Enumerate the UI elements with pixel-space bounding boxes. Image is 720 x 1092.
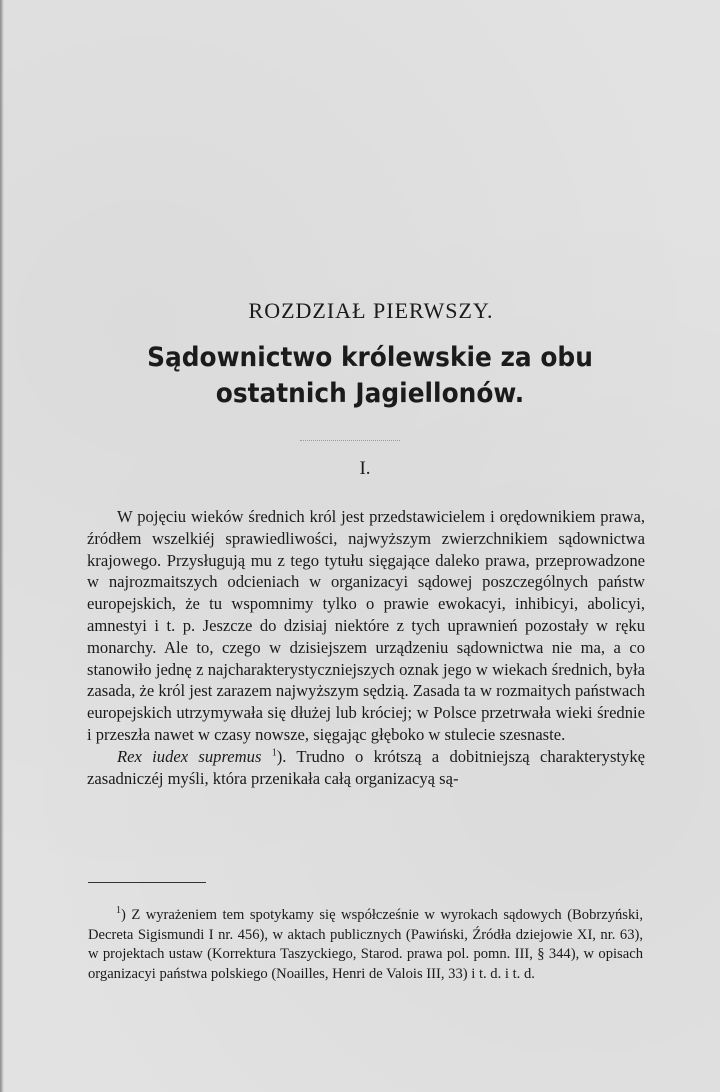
latin-phrase: Rex iudex supremus xyxy=(117,746,262,766)
footnote xyxy=(88,906,643,984)
footnote-text: ) Z wyrażeniem tem spotykamy się współcześnie w wyrokach sądowych (Bobrzyński, Decreta Sigismundi I nr. 456), w aktach publicznych (Pawiński, Źródła dziejowie XI, nr. 63), w projektach ustaw (Korrektura Taszyckiego, Starod. prawa pol. pomn. III, § 344), w opisach organizacyi państwa polskiego (Noailles, Henri de Valois III, 33) i t. d. i t. d. xyxy=(88,907,643,982)
footnote-divider xyxy=(88,882,206,883)
section-number: I. xyxy=(359,458,371,479)
title-divider xyxy=(300,440,400,441)
footnote-marker: 1 xyxy=(116,905,121,917)
chapter-label: ROZDZIAŁ PIERWSZY. xyxy=(248,298,494,323)
footnote-reference: 1 xyxy=(271,747,277,759)
body-text xyxy=(87,506,645,789)
paragraph-1: W pojęciu wieków średnich król jest przedstawicielem i orędownikiem prawa, źródłem wszelkiéj sprawiedliwości, najwyższym zwierzchnikiem sądownictwa krajowego. Przysługują mu z tego tytułu sięgające daleko prawa, przeprowadzone w najrozmaitszych odcieniach w organizacyi sądowej poszczególnych państw europejskich, że tu wspomnimy tylko o prawie ewokacyi, inhibicyi, abolicyi, amnestyi i t. p. Jeszcze do dzisiaj niektóre z tych uprawnień pozostały w ręku monarchy. Ale to, czego w dzisiejszem urządzeniu sądownictwa nie ma, a co stanowiło jednę z najcharakterystyczniejszych oznak jego w wiekach średnich, była zasada, że król jest zarazem najwyższym sędzią. Zasada ta w rozmaitych państwach europejskich utrzymywała się dłużej lub króciej; w Polsce przetrwała wieki średnie i przeszła nawet w czasy nowsze, sięgając głęboko w stulecie szesnaste. xyxy=(87,507,645,744)
paragraph-2-text: ). Trudno o krótszą a dobitniejszą charakterystykę zasadniczéj myśli, która przenikała całą organizacyą są- xyxy=(87,746,645,788)
page-edge-shadow xyxy=(0,0,4,1092)
chapter-title: Sądownictwo królewskie za obu ostatnich Jagiellonów. xyxy=(147,342,593,409)
paragraph-2 xyxy=(87,746,645,790)
